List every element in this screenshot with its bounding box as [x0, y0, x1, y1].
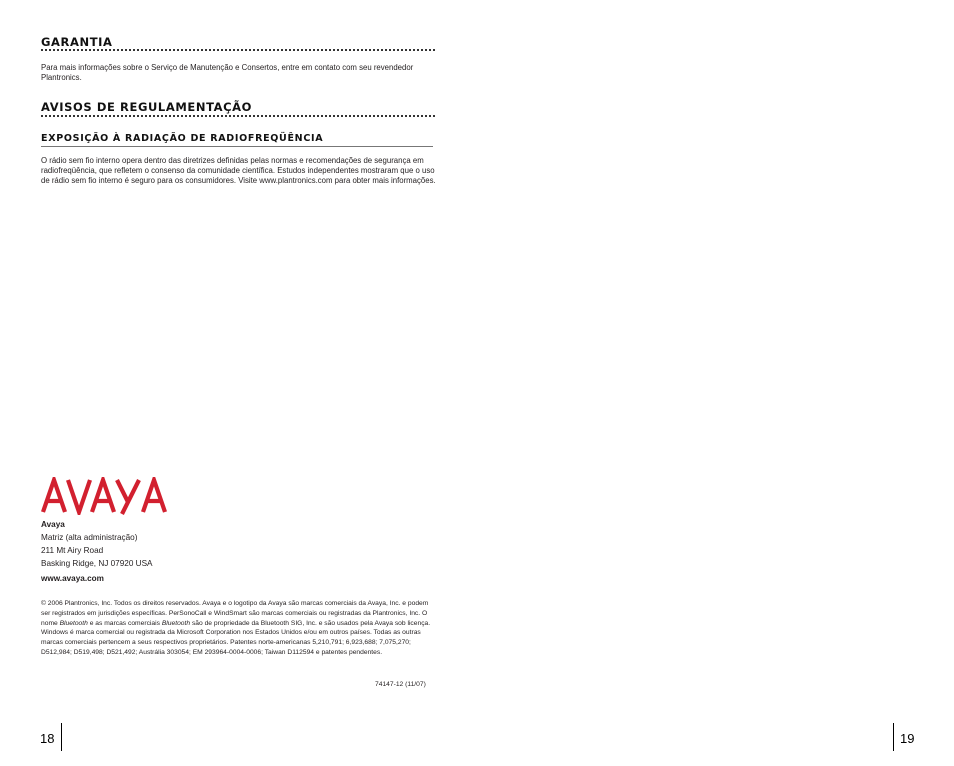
page-number-divider: [61, 723, 62, 751]
page-number-left: 18: [40, 731, 55, 746]
warranty-text: Para mais informações sobre o Serviço de Manutenção e Consertos, entre em contato com seu revendedor Plantronics.: [41, 63, 414, 82]
part-number: 74147-12 (11/07): [375, 681, 426, 688]
avaya-logo: [41, 477, 171, 520]
regulatory-heading: AVISOS DE REGULAMENTAÇÃO: [41, 100, 253, 114]
website-link[interactable]: www.avaya.com: [41, 574, 104, 583]
company-name: Avaya: [41, 520, 65, 529]
address-line: 211 Mt Airy Road: [41, 546, 104, 555]
page-number-divider: [893, 723, 894, 751]
subheading-rule: [41, 146, 433, 147]
rf-exposure-text: O rádio sem fio interno opera dentro das diretrizes definidas pelas normas e recomendações de segurança em radiofreqüência, que refletem o consenso da comunidade científica. Estudos independentes mostraram que o uso de rádio sem fio interno é seguro para os consumidores. Visite www.plantronics.com para obter mais informações.: [41, 156, 436, 185]
page-number-right: 19: [900, 731, 915, 746]
heading-dotted-rule: [41, 115, 435, 117]
rf-exposure-subheading: EXPOSIÇÃO À RADIAÇÃO DE RADIOFREQÜÊNCIA: [41, 133, 324, 144]
heading-dotted-rule: [41, 49, 435, 51]
address-line: Matriz (alta administração): [41, 533, 138, 542]
address-line: Basking Ridge, NJ 07920 USA: [41, 559, 153, 568]
legal-notice: © 2006 Plantronics, Inc. Todos os direitos reservados. Avaya e o logotipo da Avaya são marcas comerciais da Avaya, Inc. e podem ser registrados em jurisdições específicas. PerSonoCall e WindSmart são marcas comerciais ou registradas da Plantronics, Inc. O nome Bluetooth e as marcas comerciais Bluetooth são de propriedade da Bluetooth SIG, Inc. e são usados pela Avaya sob licença. Windows é marca comercial ou registrada da Microsoft Corporation nos Estados Unidos e/ou em outros países. Todas as outras marcas comerciais pertencem a seus respectivos proprietários. Patentes norte-americanas 5,210,791; 6,923,688; 7,075,270; D512,984; D519,498; D521,492; Austrália 303054; EM 293964-0004-0006; Taiwan D112594 e patentes pendentes.: [41, 600, 431, 656]
address-block: [41, 518, 341, 585]
warranty-heading: GARANTIA: [41, 35, 113, 49]
